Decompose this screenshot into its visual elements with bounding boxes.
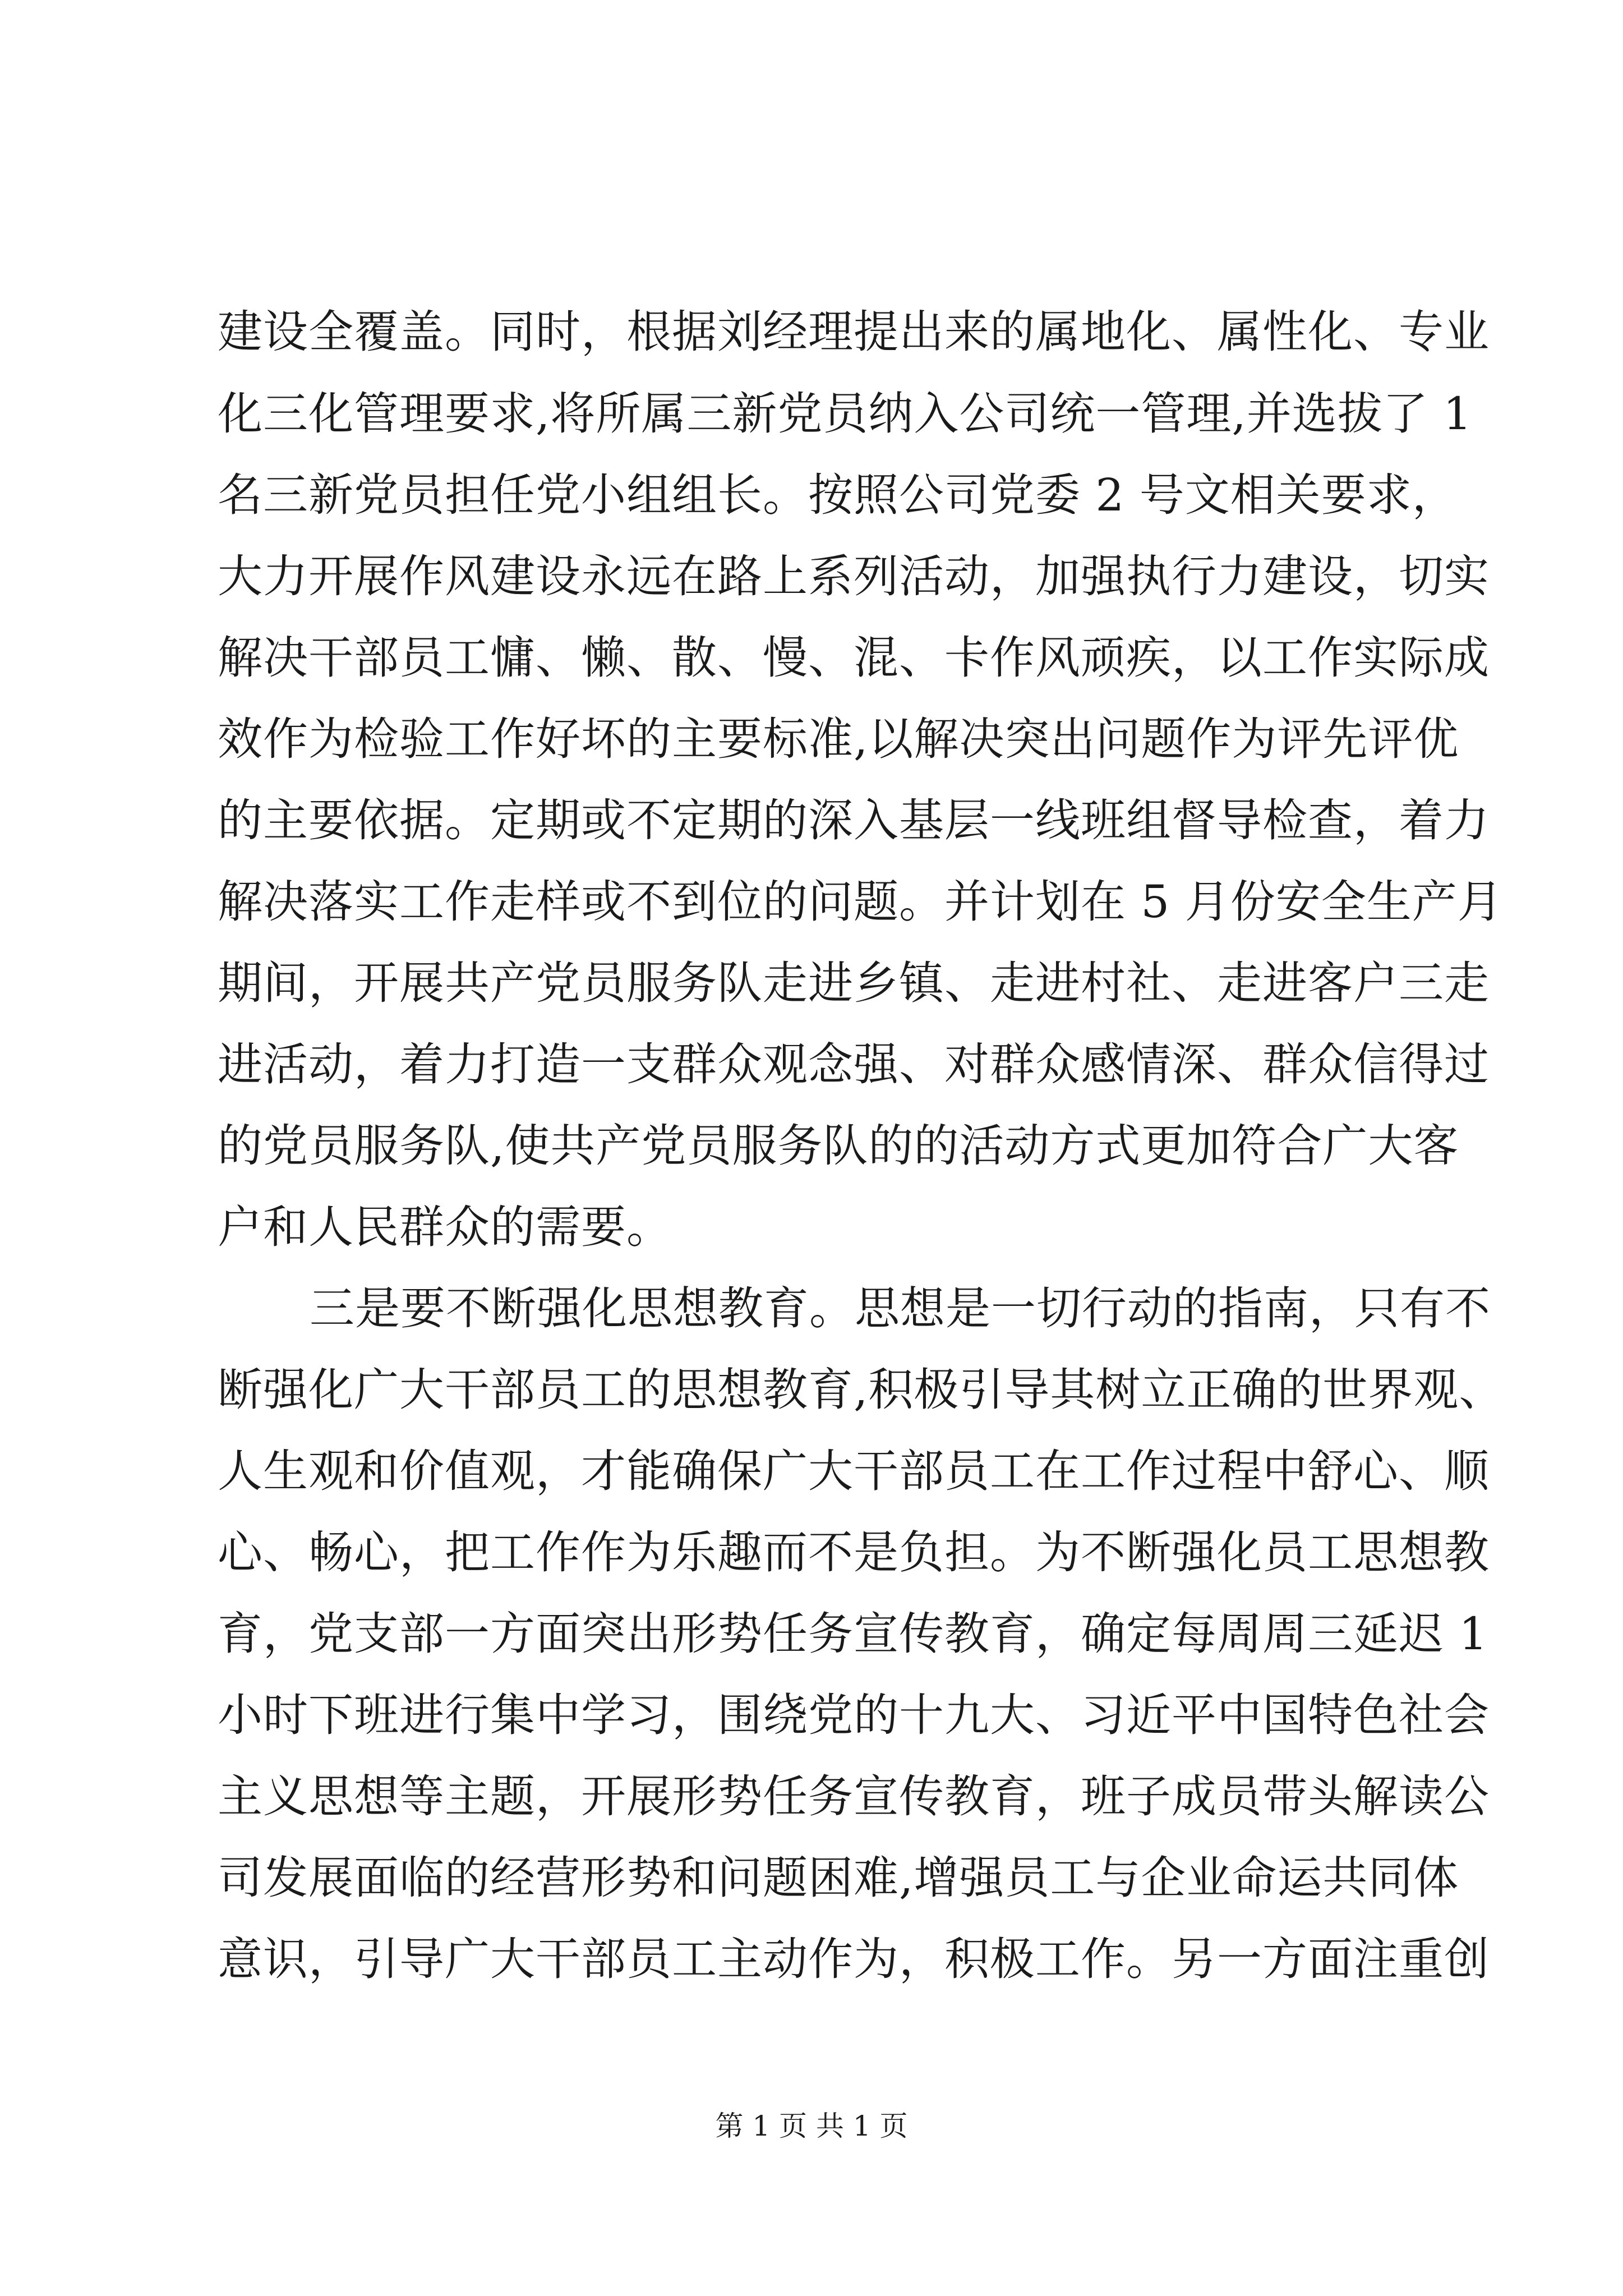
text-line: 解决干部员工慵、懒、散、慢、混、卡作风顽疾，以工作实际成	[218, 632, 1490, 684]
text-line: 化三化管理要求,将所属三新党员纳入公司统一管理,并选拔了 1	[218, 388, 1473, 440]
text-line: 效作为检验工作好坏的主要标准,以解决突出问题作为评先评优	[218, 713, 1459, 765]
paragraph-first-line: 三是要不断强化思想教育。思想是一切行动的指南，只有不	[310, 1282, 1491, 1335]
text-line: 进活动，着力打造一支群众观念强、对群众感情深、群众信得过	[218, 1038, 1490, 1091]
text-line: 建设全覆盖。同时，根据刘经理提出来的属地化、属性化、专业	[218, 306, 1490, 358]
text-line: 主义思想等主题，开展形势任务宣传教育，班子成员带头解读公	[218, 1770, 1490, 1823]
text-line: 意识，引导广大干部员工主动作为，积极工作。另一方面注重创	[218, 1933, 1490, 1985]
text-line: 司发展面临的经营形势和问题困难,增强员工与企业命运共同体	[218, 1852, 1459, 1904]
text-line: 户和人民群众的需要。	[218, 1201, 672, 1253]
text-line: 育，党支部一方面突出形势任务宣传教育，确定每周周三延迟 1	[218, 1608, 1488, 1660]
text-line: 断强化广大干部员工的思想教育,积极引导其树立正确的世界观、	[218, 1364, 1505, 1416]
text-line: 解决落实工作走样或不到位的问题。并计划在 5 月份安全生产月	[218, 876, 1503, 928]
text-line: 的党员服务队,使共产党员服务队的的活动方式更加符合广大客	[218, 1120, 1459, 1172]
text-line: 期间，开展共产党员服务队走进乡镇、走进村社、走进客户三走	[218, 957, 1490, 1009]
text-line: 小时下班进行集中学习，围绕党的十九大、习近平中国特色社会	[218, 1689, 1490, 1741]
text-line: 大力开展作风建设永远在路上系列活动，加强执行力建设，切实	[218, 550, 1490, 602]
page-number-footer: 第 1 页 共 1 页	[715, 2110, 908, 2142]
text-line: 的主要依据。定期或不定期的深入基层一线班组督导检查，着力	[218, 794, 1490, 846]
text-line: 心、畅心，把工作作为乐趣而不是负担。为不断强化员工思想教	[218, 1526, 1490, 1579]
text-line: 人生观和价值观，才能确保广大干部员工在工作过程中舒心、顺	[218, 1445, 1490, 1497]
text-line: 名三新党员担任党小组组长。按照公司党委 2 号文相关要求，	[218, 469, 1458, 521]
